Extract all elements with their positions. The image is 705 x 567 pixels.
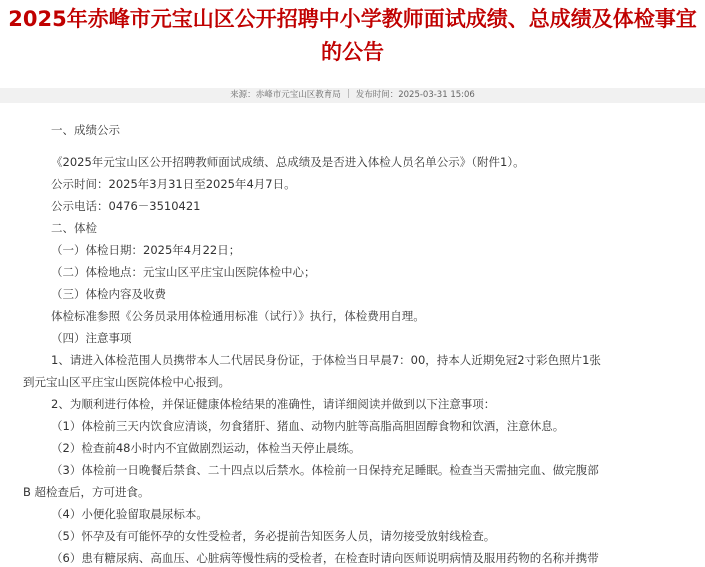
source-label: 来源： [230,90,256,100]
body-paragraph: （5）怀孕及有可能怀孕的女性受检者，务必提前告知医务人员，请勿接受放射线检查。 [51,529,496,543]
body-paragraph: （2）检查前48小时内不宜做剧烈运动，体检当天停止晨练。 [51,441,361,455]
body-paragraph: 2、为顺利进行体检，并保证健康体检结果的准确性，请详细阅读并做到以下注意事项： [51,397,496,411]
body-paragraph: （四）注意事项 [51,331,132,345]
article-title-line-2: 的公告 [321,40,384,64]
body-paragraph: 《2025年元宝山区公开招聘教师面试成绩、总成绩及是否进入体检人员名单公示》（附件1）。 [51,155,525,169]
body-paragraph: （4）小便化验留取晨尿标本。 [51,507,208,521]
body-paragraph: 1、请进入体检范围人员携带本人二代居民身份证，于体检当日早晨7：00，持本人近期免冠2寸彩色照片1张 [51,353,601,367]
article-title [0,3,705,69]
body-paragraph: B 超检查后，方可进食。 [23,485,150,499]
meta-divider [348,89,349,98]
article-meta-bar [0,88,705,103]
body-paragraph: 到元宝山区平庄宝山医院体检中心报到。 [23,375,230,389]
body-paragraph: 体检标准参照《公务员录用体检通用标准（试行）》执行，体检费用自理。 [51,309,425,323]
publish-date-value: 2025-03-31 15:06 [398,90,475,100]
body-paragraph: 公示电话：0476－3510421 [51,199,201,213]
body-paragraph: （三）体检内容及收费 [51,287,166,301]
body-paragraph: （二）体检地点：元宝山区平庄宝山医院体检中心； [51,265,316,279]
body-paragraph: （一）体检日期：2025年4月22日； [51,243,241,257]
section-heading-results: 一、成绩公示 [51,123,120,137]
section-heading-exam: 二、体检 [51,221,97,235]
body-paragraph: （1）体检前三天内饮食应清谈，勿食猪肝、猪血、动物内脏等高脂高胆固醇食物和饮酒，注意休息。 [51,419,565,433]
body-paragraph: （6）患有糖尿病、高血压、心脏病等慢性病的受检者，在检查时请向医师说明病情及服用药物的名称并携带 [51,551,599,565]
body-paragraph: 公示时间：2025年3月31日至2025年4月7日。 [51,177,296,191]
article-title-line-1: 2025年赤峰市元宝山区公开招聘中小学教师面试成绩、总成绩及体检事宜 [8,7,697,31]
body-paragraph: （3）体检前一日晚餐后禁食、二十四点以后禁水。体检前一日保持充足睡眠。检查当天需抽完血、做完腹部 [51,463,599,477]
source-value: 赤峰市元宝山区教育局 [255,90,341,100]
publish-date-label: 发布时间： [355,90,399,100]
